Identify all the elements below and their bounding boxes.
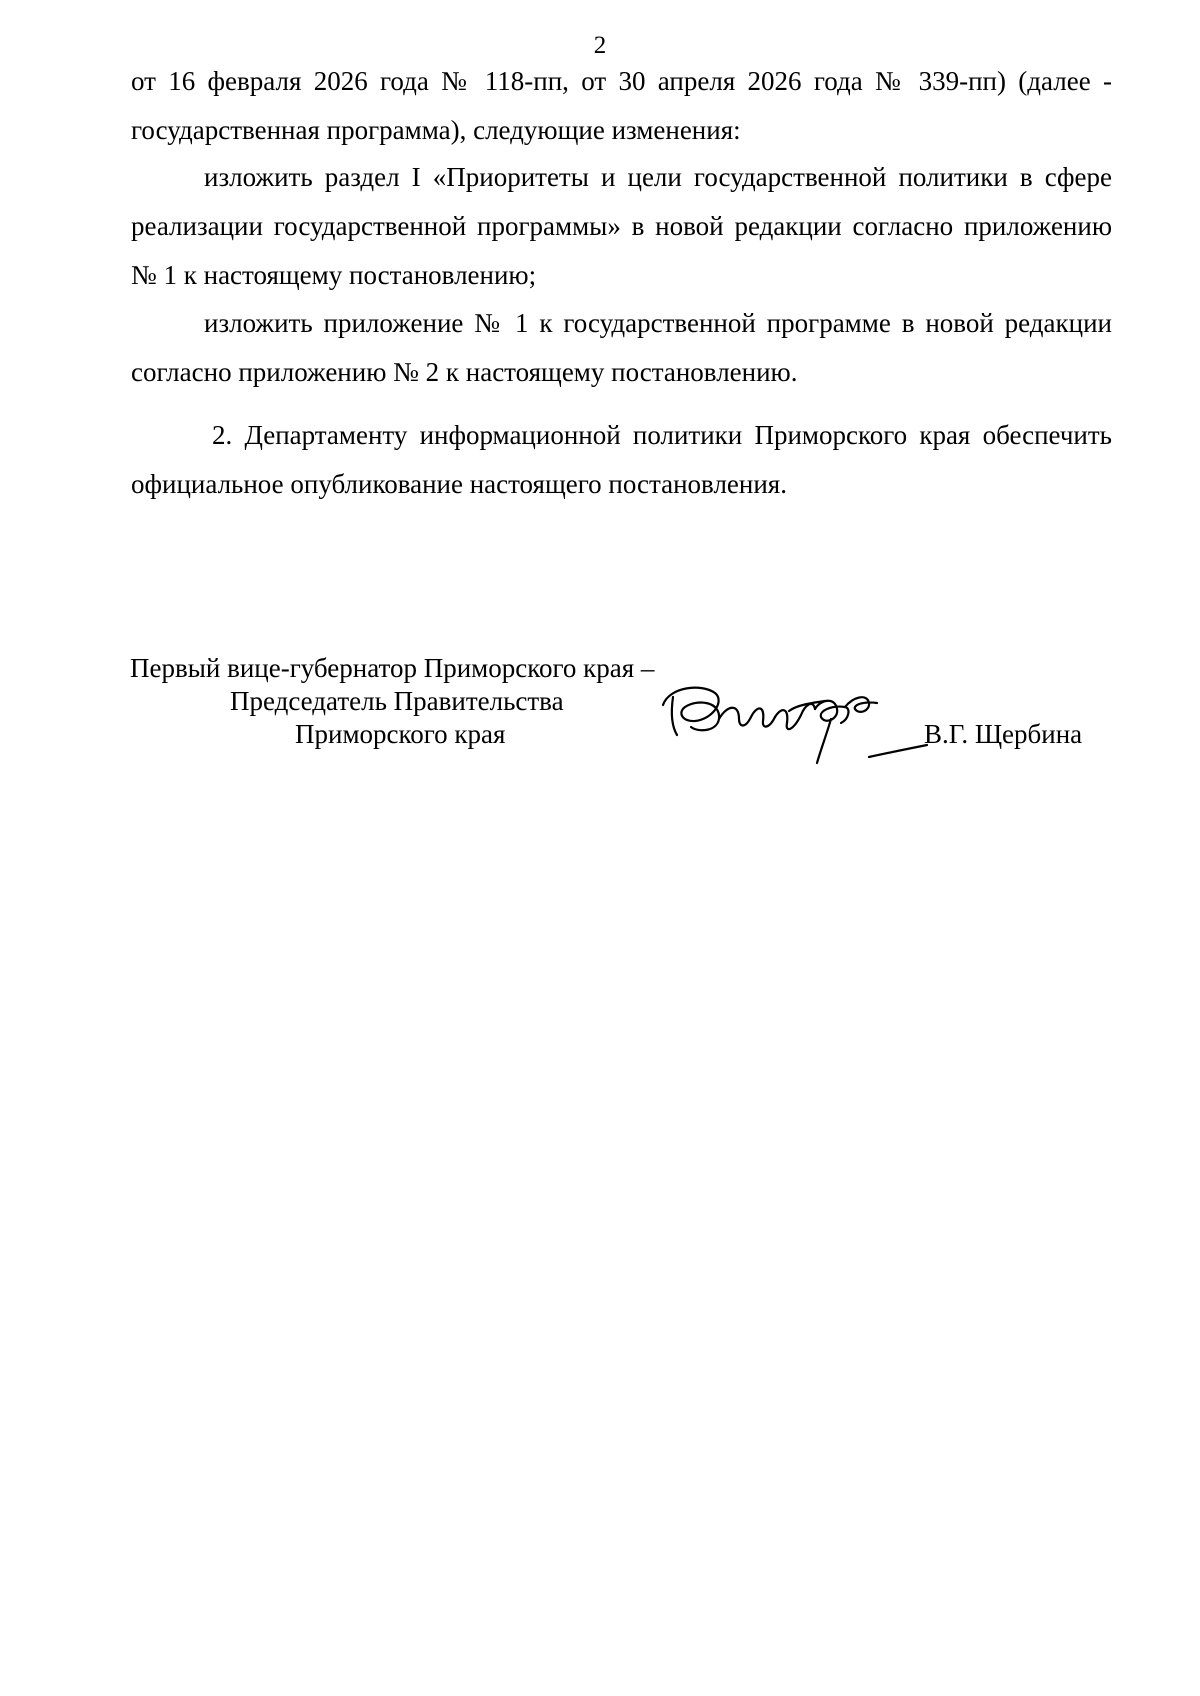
page-number: 2 (593, 32, 607, 59)
handwritten-signature (655, 675, 935, 770)
signer-name: В.Г. Щербина (924, 719, 1083, 749)
paragraph-item-1: изложить раздел I «Приоритеты и цели государственной политики в сфере реализации государственной программы» в новой редакции согласно приложению № 1 к настоящему постановлению; (131, 162, 1112, 290)
signatory-title-line-2: Председатель Правительства (230, 686, 564, 716)
paragraph-intro: от 16 февраля 2026 года № 118-пп, от 30 апреля 2026 года № 339-пп) (далее - государственная программа), следующие изменения: (131, 66, 1112, 145)
signatory-title-line-3: Приморского края (295, 719, 506, 749)
paragraph-section-2: 2. Департаменту информационной политики Приморского края обеспечить официальное опубликование настоящего постановления. (131, 420, 1112, 499)
paragraph-item-2: изложить приложение № 1 к государственной программе в новой редакции согласно приложению № 2 к настоящему постановлению. (131, 308, 1112, 387)
signatory-title-line-1: Первый вице-губернатор Приморского края – (130, 653, 655, 683)
